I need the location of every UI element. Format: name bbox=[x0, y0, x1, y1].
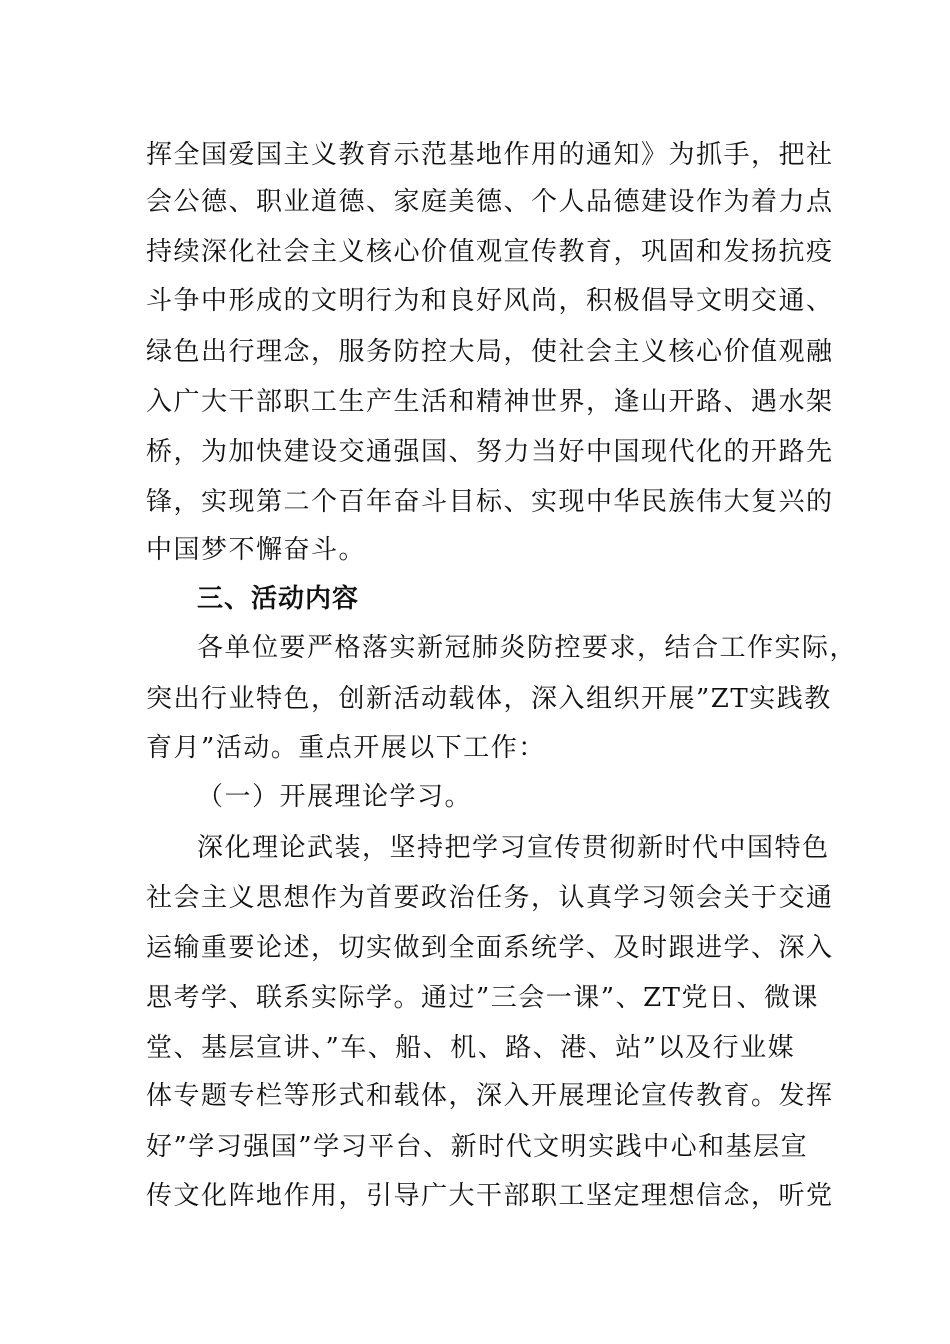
section-heading: 三、活动内容 bbox=[197, 584, 360, 614]
subheading: （一）开展理论学习。 bbox=[197, 782, 473, 812]
paragraph-line: 持续深化社会主义核心价值观宣传教育，巩固和发扬抗疫 bbox=[146, 237, 834, 267]
paragraph-line: 入广大干部职工生产生活和精神世界，逢山开路、遇水架 bbox=[146, 387, 834, 417]
paragraph-line: 堂、基层宣讲、”车、船、机、路、港、站”以及行业媒 bbox=[146, 1033, 796, 1063]
paragraph-line: 育月”活动。重点开展以下工作： bbox=[146, 733, 546, 763]
paragraph-line: 挥全国爱国主义教育示范基地作用的通知》为抓手，把社 bbox=[146, 140, 834, 170]
paragraph-line: 社会主义思想作为首要政治任务，认真学习领会关于交通 bbox=[146, 883, 834, 913]
paragraph-line: 斗争中形成的文明行为和良好风尚，积极倡导文明交通、 bbox=[146, 286, 834, 316]
paragraph-line: 会公德、职业道德、家庭美德、个人品德建设作为着力点 bbox=[146, 187, 834, 217]
paragraph-line: 好”学习强国”学习平台、新时代文明实践中心和基层宣 bbox=[146, 1132, 809, 1162]
paragraph-line: 思考学、联系实际学。通过”三会一课”、ZT党日、微课 bbox=[146, 983, 819, 1013]
paragraph-line: 桥，为加快建设交通强国、努力当好中国现代化的开路先 bbox=[146, 437, 834, 467]
paragraph-line: 绿色出行理念，服务防控大局，使社会主义核心价值观融 bbox=[146, 337, 834, 367]
paragraph-line: 体专题专栏等形式和载体，深入开展理论宣传教育。发挥 bbox=[146, 1081, 834, 1111]
paragraph-line: 中国梦不懈奋斗。 bbox=[146, 535, 367, 565]
paragraph-line: 锋，实现第二个百年奋斗目标、实现中华民族伟大复兴的 bbox=[146, 487, 834, 517]
paragraph-line: 运输重要论述，切实做到全面系统学、及时跟进学、深入 bbox=[146, 933, 834, 963]
paragraph-line: 突出行业特色，创新活动载体，深入组织开展”ZT实践教 bbox=[146, 684, 832, 714]
paragraph-line: 深化理论武装，坚持把学习宣传贯彻新时代中国特色 bbox=[197, 833, 830, 863]
paragraph-line: 传文化阵地作用，引导广大干部职工坚定理想信念，听党 bbox=[146, 1181, 834, 1211]
paragraph-line: 各单位要严格落实新冠肺炎防控要求，结合工作实际， bbox=[197, 633, 858, 663]
